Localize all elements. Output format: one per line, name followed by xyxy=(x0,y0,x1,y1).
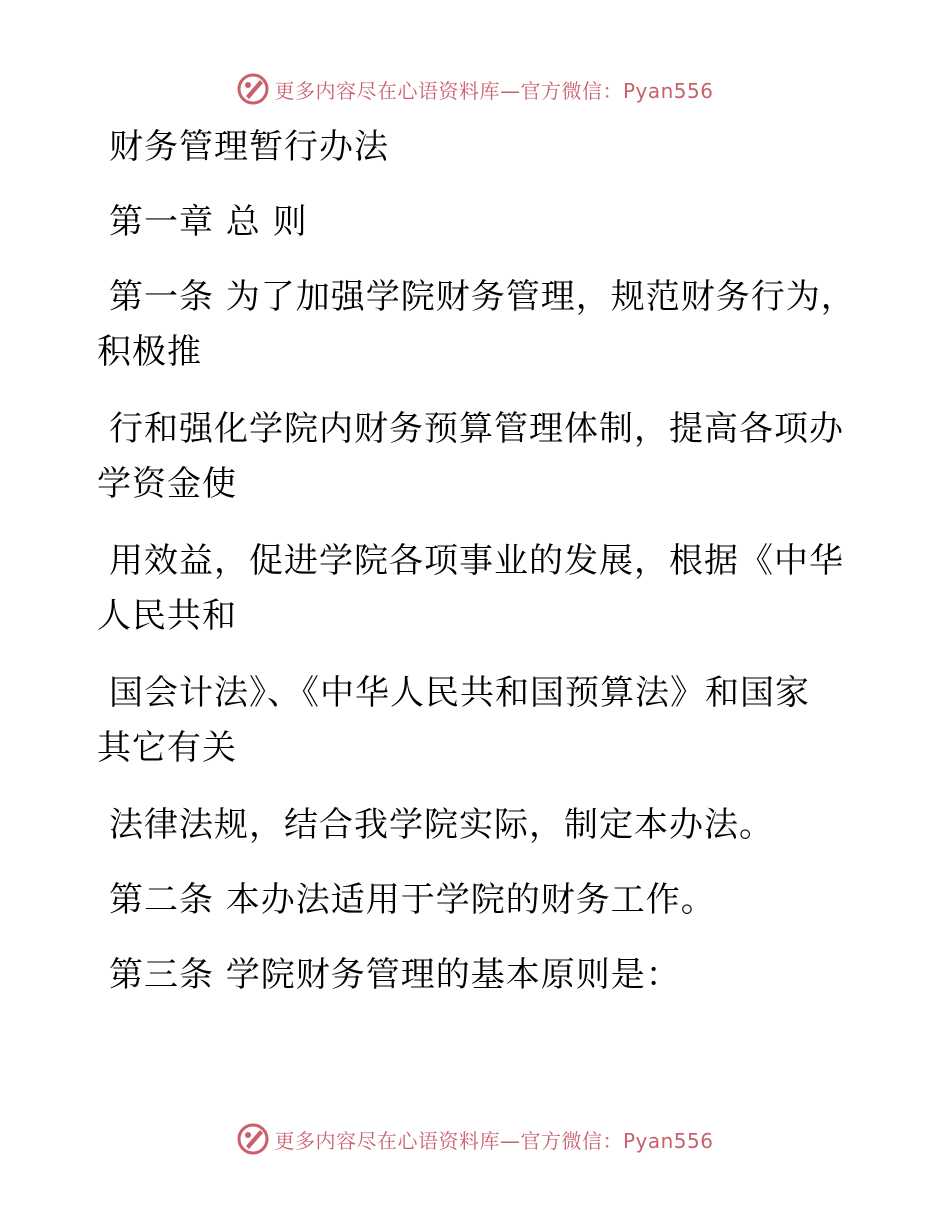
paragraph-line: 人民共和 xyxy=(97,596,237,636)
paragraph-line: 积极推 xyxy=(97,332,202,372)
watermark-text: 更多内容尽在心语资料库—官方微信：Pyan556 xyxy=(274,78,714,103)
paragraph-line: 其它有关 xyxy=(97,728,237,768)
document-title: 财务管理暂行办法 xyxy=(109,127,389,167)
paragraph-line: 法律法规，结合我学院实际，制定本办法。 xyxy=(109,805,774,845)
paragraph-line: 学资金使 xyxy=(97,464,237,504)
paragraph-line: 第一条 为了加强学院财务管理，规范财务行为， xyxy=(109,277,856,317)
article-two: 第二条 本办法适用于学院的财务工作。 xyxy=(109,880,716,920)
watermark-text: 更多内容尽在心语资料库—官方微信：Pyan556 xyxy=(274,1128,714,1153)
paragraph-line: 国会计法》、《中华人民共和国预算法》和国家 xyxy=(109,673,810,713)
paragraph-line: 行和强化学院内财务预算管理体制，提高各项办 xyxy=(109,409,844,449)
paragraph-line: 用效益，促进学院各项事业的发展，根据《中华 xyxy=(109,541,844,581)
article-three: 第三条 学院财务管理的基本原则是： xyxy=(109,955,681,995)
watermark-bottom xyxy=(0,1122,950,1156)
chapter-heading: 第一章 总 则 xyxy=(109,202,308,242)
watermark-top xyxy=(0,72,950,106)
logo-icon xyxy=(236,72,270,106)
logo-icon xyxy=(236,1122,270,1156)
